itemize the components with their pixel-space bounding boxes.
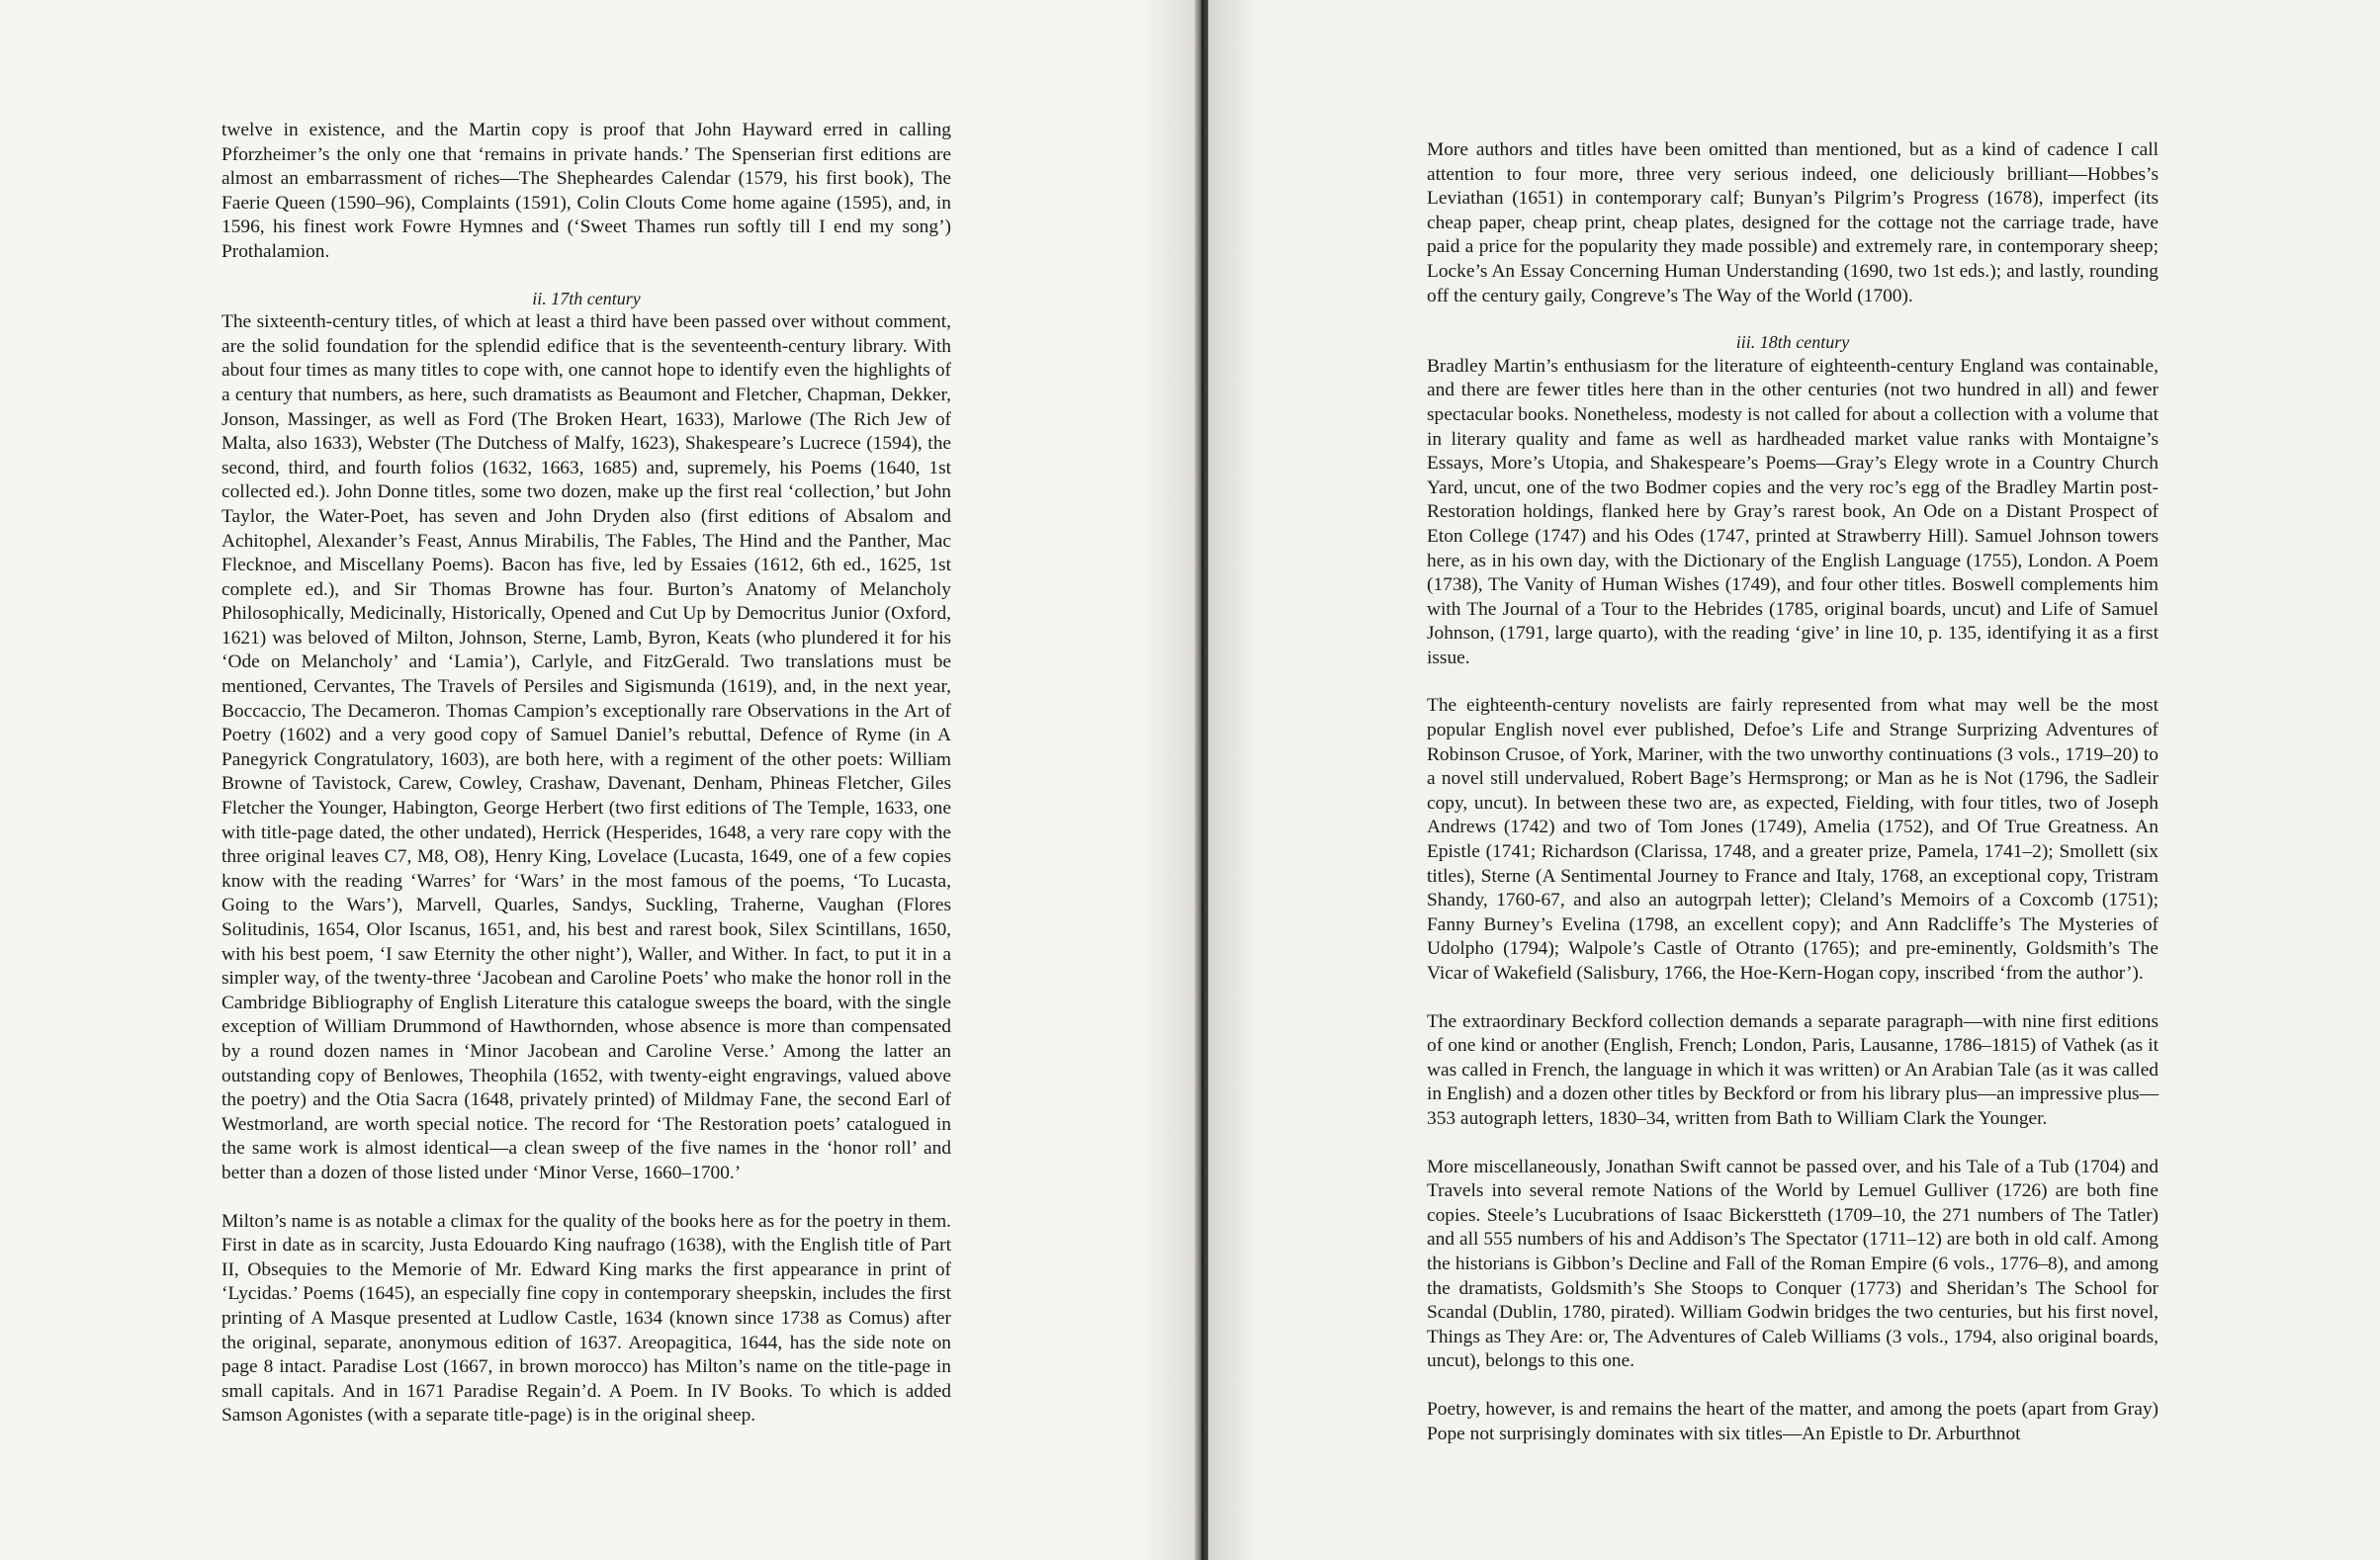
spine-shadow-left xyxy=(1137,0,1194,1560)
right-page xyxy=(1208,0,2380,1560)
right-paragraph-poetry: Poetry, however, is and remains the heart of the matter, and among the poets (apart from Gray) Pope not surprisingly dominates with six titles—An Epistle to Dr. Arburthnot xyxy=(1427,1398,2159,1444)
right-paragraph-beckford: The extraordinary Beckford collection demands a separate paragraph—with nine first editions of one kind or another (English, French; London, Paris, Lausanne, 1786–1815) of Vathek (as it was called in French, the language in which it was written) or An Arabian Tale (as it was called in English) and a dozen other titles by Beckford or from his library plus—an impressive plus—353 autograph letters, 1830–34, written from Bath to William Clark the Younger. xyxy=(1427,1010,2159,1129)
right-paragraph-18th-century: Bradley Martin’s enthusiasm for the literature of eighteenth-century England was containable, and there are fewer titles here than in the other centuries (not two hundred in all) and fewer spectacular books. Nonetheless, modesty is not called for about a collection with a volume that in literary quality and fame as well as hardheaded market value ranks with Montaigne’s Essays, More’s Utopia, and Shakespeare’s Poems—Gray’s Elegy wrote in a Country Church Yard, uncut, one of the two Bodmer copies and the very roc’s egg of the Bradley Martin post-Restoration holdings, flanked here by Gray’s rarest book, An Ode on a Distant Prospect of Eton College (1747) and his Odes (1747, printed at Strawberry Hill). Samuel Johnson towers here, as in his own day, with the Dictionary of the English Language (1755), London. A Poem (1738), The Vanity of Human Wishes (1749), and four other titles. Boswell complements him with The Journal of a Tour to the Hebrides (1785, original boards, uncut) and Life of Samuel Johnson, (1791, large quarto), with the reading ‘give’ in line 10, p. 135, identifying it as a first issue. xyxy=(1427,355,2159,668)
section-heading-17th-century: ii. 17th century xyxy=(532,288,641,308)
right-page-text xyxy=(1427,138,2159,1446)
section-heading-18th-century: iii. 18th century xyxy=(1735,332,1850,353)
left-page-text xyxy=(221,119,951,1429)
right-paragraph-novelists: The eighteenth-century novelists are fairly represented from what may well be the most popular English novel ever published, Defoe’s Life and Strange Surprizing Adventures of Robinson Crusoe, of York, Mariner, with the two unworthy continuations (3 vols., 1719–20) to a novel still undervalued, Robert Bage’s Hermsprong; or Man as he is Not (1796, the Sadleir copy, uncut). In between these two are, as expected, Fielding, with four titles, two of Joseph Andrews (1742) and two of Tom Jones (1749), Amelia (1752), and Of True Greatness. An Epistle (1741; Richardson (Clarissa, 1748, and a greater prize, Pamela, 1741–2); Smollett (six titles), Sterne (A Sentimental Journey to France and Italy, 1768, an exceptional copy, Tristram Shandy, 1760-67, and also an autogrpah letter); Cleland’s Memoirs of a Coxcomb (1751); Fanny Burney’s Evelina (1798, an excellent copy); and Ann Radcliffe’s The Mysteries of Udolpho (1794); Walpole’s Castle of Otranto (1765); and pre-eminently, Goldsmith’s The Vicar of Wakefield (Salisbury, 1766, the Hoe-Kern-Hogan copy, inscribed ‘from the author’). xyxy=(1427,695,2159,984)
left-paragraph-17th-century: The sixteenth-century titles, of which at least a third have been passed over without comment, are the solid foundation for the splendid edifice that is the seventeenth-century library. With about four times as many titles to cope with, one cannot hope to identify even the highlights of a century that numbers, as here, such dramatists as Beaumont and Fletcher, Chapman, Dekker, Jonson, Massinger, as well as Ford (The Broken Heart, 1633), Marlowe (The Rich Jew of Malta, also 1633), Webster (The Dutchess of Malfy, 1623), Shakespeare’s Lucrece (1594), the second, third, and fourth folios (1632, 1663, 1685) and, supremely, his Poems (1640, 1st collected ed.). John Donne titles, some two dozen, make up the first real ‘collection,’ but John Taylor, the Water-Poet, has seven and John Dryden also (first editions of Absalom and Achitophel, Alexander’s Feast, Annus Mirabilis, The Fables, The Hind and the Panther, Mac Flecknoe, and Miscellany Poems). Bacon has five, led by Essaies (1612, 6th ed., 1625, 1st complete ed.), and Sir Thomas Browne has four. Burton’s Anatomy of Melancholy Philosophically, Medicinally, Historically, Opened and Cut Up by Democritus Junior (Oxford, 1621) was beloved of Milton, Johnson, Sterne, Lamb, Byron, Keats (who plundered it for his ‘Ode on Melancholy’ and ‘Lamia’), Carlyle, and FitzGerald. Two translations must be mentioned, Cervantes, The Travels of Persiles and Sigismunda (1619), and, in the next year, Boccaccio, The Decameron. Thomas Campion’s exceptionally rare Observations in the Art of Poetry (1602) and a very good copy of Samuel Daniel’s rebuttal, Defence of Ryme (in A Panegyrick Congratulatory, 1603), are both here, with a regiment of the other poets: William Browne of Tavistock, Carew, Cowley, Crashaw, Davenant, Denham, Phineas Fletcher, Giles Fletcher the Younger, Habington, George Herbert (two first editions of The Temple, 1633, one with title-page dated, the other undated), Herrick (Hesperides, 1648, a very rare copy with the three original leaves C7, M8, O8), Henry King, Lovelace (Lucasta, 1649, one of a few copies know with the reading ‘Warres’ for ‘Wars’ in the most famous of the poems, ‘To Lucasta, Going to the Wars’), Marvell, Quarles, Sandys, Suckling, Traherne, Vaughan (Flores Solitudinis, 1654, Olor Iscanus, 1651, and, his best and rarest book, Silex Scintillans, 1650, with his best poem, ‘I saw Eternity the other night’), Waller, and Wither. In fact, to put it in a simpler way, of the twenty-three ‘Jacobean and Caroline Poets’ who make the honor roll in the Cambridge Bibliography of English Literature this catalogue sweeps the board, with the single exception of William Drummond of Hawthornden, whose absence is more than compensated by a round dozen names in ‘Minor Jacobean and Caroline Verse.’ Among the latter an outstanding copy of Benlowes, Theophila (1652, with twenty-eight engravings, valued above the poetry) and the Otia Sacra (1648, privately printed) of Mildmay Fane, the second Earl of Westmorland, are worth special notice. The record for ‘The Restoration poets’ catalogued in the same work is almost identical—a clean sweep of the five names in the ‘honor roll’ and better than a dozen of those listed under ‘Minor Verse, 1660–1700.’ xyxy=(221,311,951,1183)
left-paragraph-milton: Milton’s name is as notable a climax for the quality of the books here as for the poetry in them. First in date as in scarcity, Justa Edouardo King naufrago (1638), with the English title of Part II, Obsequies to the Memorie of Mr. Edward King marks the first appearance in print of ‘Lycidas.’ Poems (1645), an especially fine copy in contemporary sheepskin, includes the first printing of A Masque presented at Ludlow Castle, 1634 (known since 1738 as Comus) after the original, separate, anonymous edition of 1637. Areopagitica, 1644, has the side note on page 8 intact. Paradise Lost (1667, in brown morocco) has Milton’s name on the title-page in small capitals. And in 1671 Paradise Regain’d. A Poem. In IV Books. To which is added Samson Agonistes (with a separate title-page) is in the original sheep. xyxy=(221,1210,951,1427)
right-paragraph-omitted-authors: More authors and titles have been omitted than mentioned, but as a kind of cadence I call attention to four more, three very serious indeed, one deliciously brilliant—Hobbes’s Leviathan (1651) in contemporary calf; Bunyan’s Pilgrim’s Progress (1678), imperfect (its cheap paper, cheap print, cheap plates, designed for the cottage not the carriage trade, have paid a price for the popularity they made possible) and extremely rare, in contemporary sheep; Locke’s An Essay Concerning Human Understanding (1690, two 1st eds.); and lastly, rounding off the century gaily, Congreve’s The Way of the World (1700). xyxy=(1427,139,2159,306)
left-paragraph-spenser: twelve in existence, and the Martin copy is proof that John Hayward erred in calling Pforzheimer’s the only one that ‘remains in private hands.’ The Spenserian first editions are almost an embarrassment of riches—The Shepheardes Calendar (1579, his first book), The Faerie Queen (1590–96), Complaints (1591), Colin Clouts Come home againe (1595), and, in 1596, his finest work Fowre Hymnes and (‘Sweet Thames run softly till I end my song’) Prothalamion. xyxy=(221,120,951,262)
right-paragraph-swift: More miscellaneously, Jonathan Swift cannot be passed over, and his Tale of a Tub (1704) and Travels into several remote Nations of the World by Lemuel Gulliver (1726) are both fine copies. Steele’s Lucubrations of Isaac Bickerstteth (1709–10, the 271 numbers of The Tatler) and all 555 numbers of his and Addison’s The Spectator (1711–12) are both in old calf. Among the historians is Gibbon’s Decline and Fall of the Roman Empire (6 vols., 1776–8), and among the dramatists, Goldsmith’s She Stoops to Conquer (1773) and Sheridan’s The School for Scandal (Dublin, 1780, pirated). William Godwin bridges the two centuries, but his first novel, Things as They Are: or, The Adventures of Caleb Williams (3 vols., 1794, also original boards, uncut), belongs to this one. xyxy=(1427,1156,2159,1372)
book-gutter xyxy=(1194,0,1208,1560)
spine-shadow-right xyxy=(1208,0,1258,1560)
